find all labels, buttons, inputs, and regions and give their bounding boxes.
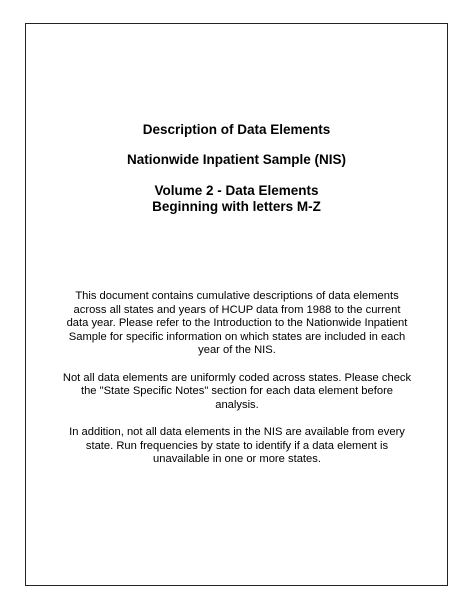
document-title: Description of Data Elements bbox=[142, 122, 331, 137]
volume-scope: Beginning with letters M-Z bbox=[152, 199, 321, 214]
volume-heading: Volume 2 - Data Elements bbox=[154, 183, 319, 198]
document-subtitle: Nationwide Inpatient Sample (NIS) bbox=[126, 152, 347, 167]
intro-paragraph-2: Not all data elements are uniformly coded across states. Please check the "State Specific Notes" section for each data element before analysis. bbox=[62, 371, 412, 411]
document-page bbox=[25, 23, 448, 586]
intro-text bbox=[62, 290, 412, 480]
title-block bbox=[26, 122, 447, 215]
intro-paragraph-3: In addition, not all data elements in the NIS are available from every state. Run frequencies by state to identify if a data element is unavailable in one or more states. bbox=[69, 425, 405, 466]
intro-paragraph-1: This document contains cumulative descriptions of data elements across all states and years of HCUP data from 1988 to the current data year. Please refer to the Introduction to the Nationwide Inpatient Sample for specific information on which states are included in each year of the NIS. bbox=[66, 290, 408, 357]
